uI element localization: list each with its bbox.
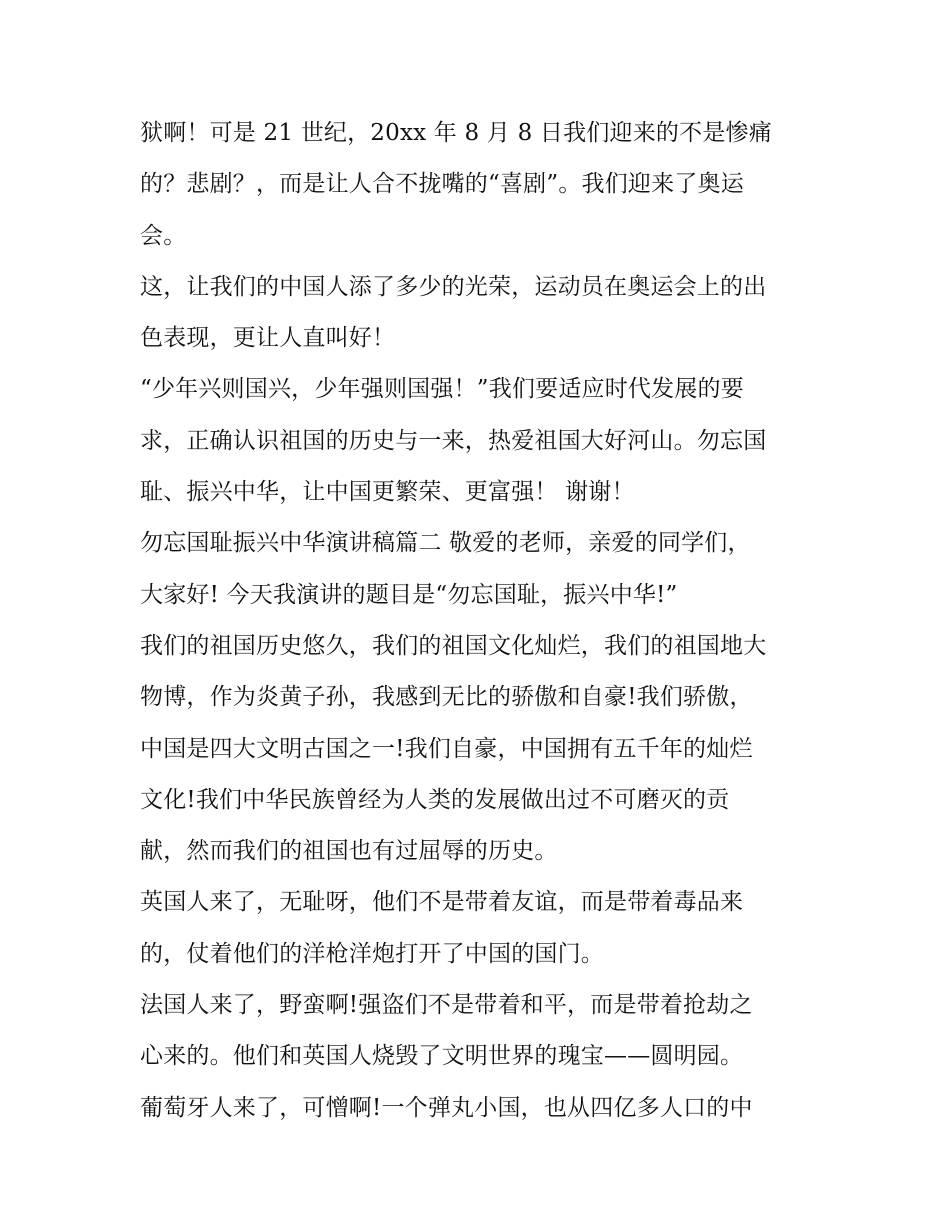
document-body-text: [140, 108, 820, 1134]
text-line: 会。: [140, 222, 187, 249]
text-line: 物博，作为炎黄子孙，我感到无比的骄傲和自豪!我们骄傲，: [140, 684, 753, 711]
text-line: 心来的。他们和英国人烧毁了文明世界的瑰宝——圆明园。: [140, 1043, 744, 1070]
text-line: 葡萄牙人来了，可憎啊!一个弹丸小国，也从四亿多人口的中: [140, 1094, 753, 1121]
text-line: 中国是四大文明古国之一!我们自豪，中国拥有五千年的灿烂: [140, 735, 753, 762]
text-line: 英国人来了，无耻呀，他们不是带着友谊，而是带着毒品来: [140, 889, 744, 916]
text-line: “少年兴则国兴，少年强则国强！”我们要适应时代发展的要: [140, 376, 744, 403]
text-line: 狱啊！可是 21 世纪，20xx 年 8 月 8 日我们迎来的不是惨痛: [140, 120, 772, 146]
text-line: 的，仗着他们的洋枪洋炮打开了中国的国门。: [140, 940, 604, 967]
text-line: 求，正确认识祖国的历史与一来，热爱祖国大好河山。勿忘国: [140, 427, 767, 454]
text-line: 文化!我们中华民族曾经为人类的发展做出过不可磨灭的贡: [140, 786, 730, 813]
text-line: 大家好! 今天我演讲的题目是“勿忘国耻，振兴中华!”: [140, 581, 678, 608]
text-line: 献，然而我们的祖国也有过屈辱的历史。: [140, 838, 558, 865]
text-line: 色表现，更让人直叫好！: [140, 325, 396, 352]
text-line: 这，让我们的中国人添了多少的光荣，运动员在奥运会上的出: [140, 273, 767, 300]
text-line: 的？悲剧？，而是让人合不拢嘴的“喜剧”。我们迎来了奥运: [140, 171, 744, 198]
text-line: 耻、振兴中华，让中国更繁荣、更富强！ 谢谢！: [140, 479, 635, 506]
text-line: 法国人来了，野蛮啊!强盗们不是带着和平，而是带着抢劫之: [140, 992, 753, 1019]
text-line: 我们的祖国历史悠久，我们的祖国文化灿烂，我们的祖国地大: [140, 632, 767, 659]
text-line: 勿忘国耻振兴中华演讲稿篇二 敬爱的老师，亲爱的同学们，: [140, 530, 751, 557]
